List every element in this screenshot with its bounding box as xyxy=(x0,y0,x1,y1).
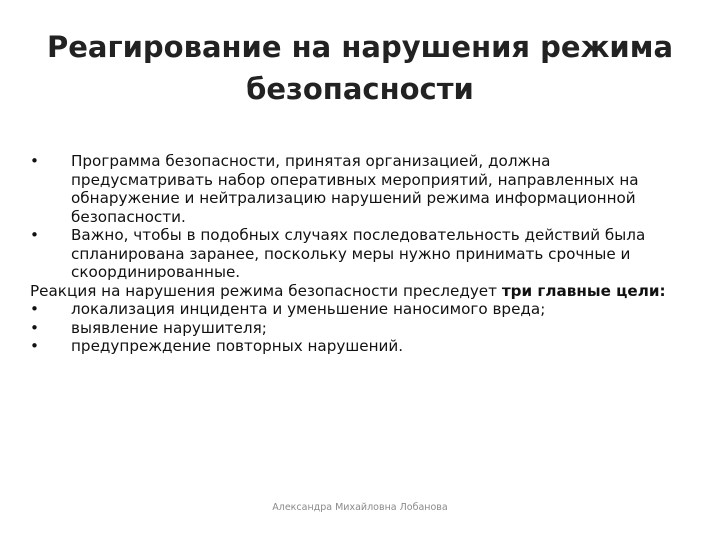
list-item xyxy=(30,300,690,319)
bullet-marker: • xyxy=(30,226,39,244)
list-item xyxy=(30,226,690,282)
list-item xyxy=(30,152,690,226)
slide-content xyxy=(30,152,690,356)
bullet-marker: • xyxy=(30,318,39,337)
list-item-text: предупреждение повторных нарушений. xyxy=(71,337,404,355)
slide-footer-author: Александра Михайловна Лобанова xyxy=(272,502,448,513)
goals-paragraph-text: Реакция на нарушения режима безопасности преследует xyxy=(30,281,502,300)
goals-paragraph-bold: три главные цели: xyxy=(501,281,666,300)
list-item xyxy=(30,319,690,338)
list-item-text: Важно, чтобы в подобных случаях последовательность действий была спланирована заранее, поскольку меры нужно принимать срочные и скоординированные. xyxy=(71,226,646,281)
bullet-marker: • xyxy=(30,152,39,170)
slide-title xyxy=(40,26,680,110)
slide-title-line-1: Реагирование на нарушения режима xyxy=(46,30,674,64)
list-item-text: локализация инцидента и уменьшение наносимого вреда; xyxy=(71,300,546,318)
goals-paragraph xyxy=(30,282,690,301)
slide-title-line-2: безопасности xyxy=(246,72,474,106)
bullet-marker: • xyxy=(30,300,39,318)
bullet-marker: • xyxy=(30,337,39,355)
list-item-text: выявление нарушителя; xyxy=(71,318,267,337)
list-item-text: Программа безопасности, принятая организацией, должна предусматривать набор оперативных мероприятий, направленных на обнаружение и нейтрализацию нарушений режима информационной безопасности. xyxy=(71,152,639,226)
list-item xyxy=(30,337,690,356)
